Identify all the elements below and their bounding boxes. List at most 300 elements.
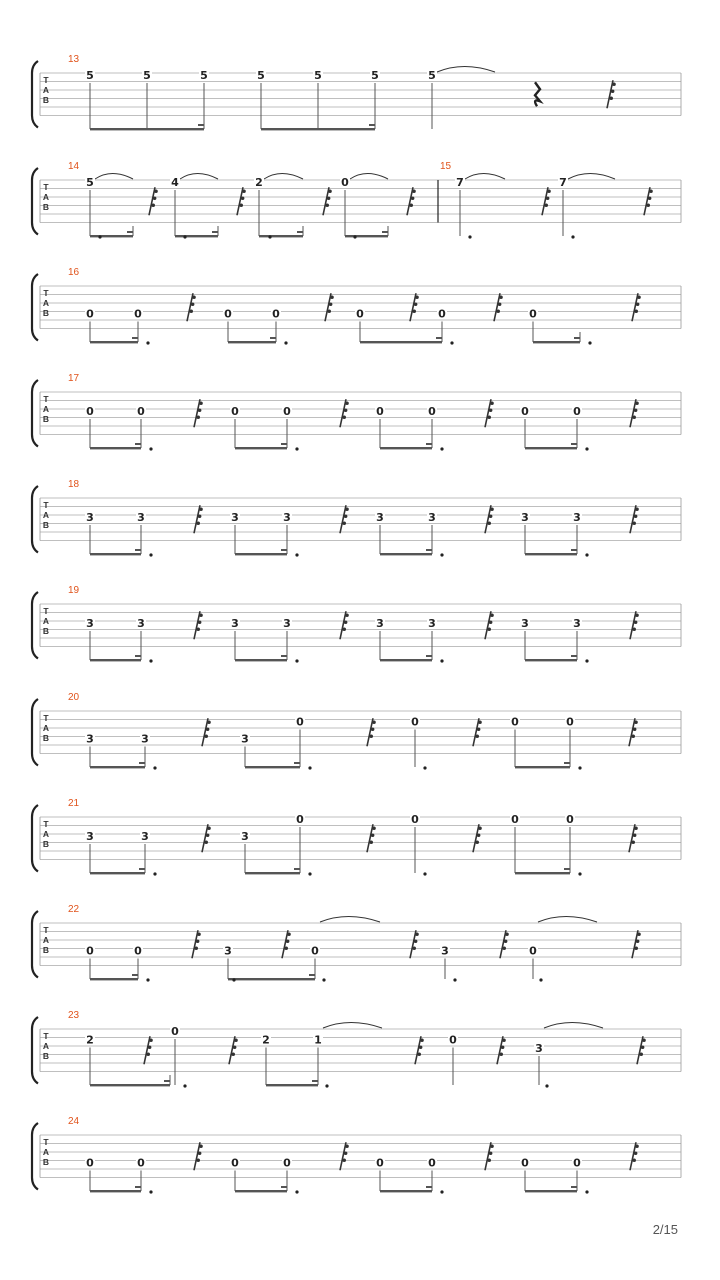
rest-flag-dot (487, 521, 491, 525)
system-bracket (32, 1017, 38, 1084)
rest-flag-dot (642, 1038, 646, 1042)
tab-clef-letter: B (42, 733, 50, 743)
beam-sixteenth (135, 655, 141, 657)
rest-flag-dot (329, 302, 333, 306)
rest-flag-dot (504, 939, 508, 943)
beam (380, 659, 432, 661)
fret-number: 3 (231, 617, 239, 630)
fret-number: 2 (255, 176, 263, 189)
rest-flag-dot (206, 833, 210, 837)
rest-flag-dot (637, 295, 641, 299)
augmentation-dot (325, 1084, 328, 1087)
beam (90, 341, 138, 343)
augmentation-dot (232, 978, 235, 981)
fret-number: 0 (224, 307, 232, 321)
augmentation-dot (268, 235, 271, 238)
augmentation-dot (98, 235, 101, 238)
beam (235, 1190, 287, 1192)
beam-sixteenth (139, 868, 145, 870)
rest-flag-dot (544, 203, 548, 207)
rest-stem (325, 293, 331, 321)
fret-number: 7 (456, 176, 464, 189)
beam (380, 1190, 432, 1192)
measure-number: 20 (68, 692, 80, 703)
rest-flag-dot (342, 415, 346, 419)
rest-flag-dot (207, 826, 211, 830)
tab-clef-letter: T (43, 1031, 49, 1041)
measure-number: 19 (68, 585, 80, 596)
fret-number: 3 (231, 511, 239, 524)
rest-stem (340, 1142, 346, 1170)
fret-number: 0 (529, 944, 537, 958)
beam-sixteenth (382, 231, 388, 233)
system-bracket (32, 699, 38, 766)
rest-stem (323, 187, 329, 215)
beam-sixteenth (198, 124, 204, 126)
rest-flag-dot (635, 1144, 639, 1148)
system-bracket (32, 911, 38, 978)
rest-stem (632, 293, 638, 321)
fret-number: 0 (134, 307, 142, 321)
rest-flag-dot (345, 613, 349, 617)
fret-number: 3 (86, 511, 94, 524)
rest-flag-dot (547, 189, 551, 193)
fret-number: 3 (428, 617, 436, 630)
augmentation-dot (295, 447, 298, 450)
tab-clef-letter: T (43, 925, 49, 935)
tab-clef-letter: B (42, 202, 50, 212)
rest-flag-dot (153, 196, 157, 200)
rest-flag-dot (646, 203, 650, 207)
tab-clef-letter: B (42, 414, 50, 424)
rest-stem (237, 187, 243, 215)
fret-number: 3 (573, 617, 581, 630)
tab-system (32, 479, 681, 557)
measure-number: 21 (68, 798, 80, 809)
augmentation-dot (149, 553, 152, 556)
tab-system (32, 267, 681, 345)
rest-stem (630, 611, 636, 639)
fret-number: 3 (376, 511, 384, 524)
fret-number: 3 (137, 511, 145, 524)
rest-stem (630, 1142, 636, 1170)
augmentation-dot (578, 872, 581, 875)
beam (235, 659, 287, 661)
fret-number: 4 (171, 176, 179, 189)
beam (90, 128, 204, 130)
rest-flag-dot (207, 720, 211, 724)
tab-clef-letter: T (43, 606, 49, 616)
rest-flag-dot (487, 1158, 491, 1162)
rest-flag-dot (412, 946, 416, 950)
tab-clef-letter: A (42, 85, 50, 95)
augmentation-dot (153, 872, 156, 875)
beam (360, 341, 442, 343)
rest-flag-dot (632, 1158, 636, 1162)
tab-system (32, 585, 681, 663)
rest-flag-dot (634, 720, 638, 724)
rest-flag-dot (649, 189, 653, 193)
rest-flag-dot (415, 932, 419, 936)
rest-stem (202, 824, 208, 852)
tab-clef-letter: A (42, 192, 50, 202)
augmentation-dot (450, 341, 453, 344)
rest-flag-dot (342, 627, 346, 631)
rest-stem (340, 505, 346, 533)
fret-number: 3 (86, 830, 94, 843)
rest-flag-dot (546, 196, 550, 200)
fret-number: 3 (241, 830, 249, 843)
fret-number: 3 (521, 617, 529, 630)
rest-stem (473, 824, 479, 852)
fret-number: 0 (272, 307, 280, 321)
fret-number: 0 (449, 1033, 457, 1047)
rest-flag-dot (633, 727, 637, 731)
rest-flag-dot (490, 401, 494, 405)
fret-number: 0 (137, 405, 145, 418)
tab-clef-letter: B (42, 839, 50, 849)
beam-sixteenth (281, 549, 287, 551)
beam-sixteenth (270, 337, 276, 339)
tab-clef-letter: T (43, 819, 49, 829)
rest-flag-dot (286, 939, 290, 943)
rest-flag-dot (502, 946, 506, 950)
rest-flag-dot (409, 203, 413, 207)
beam (245, 766, 300, 768)
tab-clef-letter: B (42, 945, 50, 955)
rest-flag-dot (327, 309, 331, 313)
rest-flag-dot (490, 1144, 494, 1148)
rest-flag-dot (198, 514, 202, 518)
rest-stem (367, 718, 373, 746)
tab-system (32, 373, 681, 451)
fret-number: 0 (311, 944, 319, 958)
fret-number: 3 (441, 944, 449, 958)
rest-flag-dot (420, 1038, 424, 1042)
rest-stem (194, 1142, 200, 1170)
augmentation-dot (149, 659, 152, 662)
rest-stem (630, 399, 636, 427)
rest-stem (194, 505, 200, 533)
beam-sixteenth (294, 868, 300, 870)
rest-flag-dot (419, 1045, 423, 1049)
beam (90, 1084, 170, 1086)
beam (90, 766, 145, 768)
beam-sixteenth (571, 655, 577, 657)
beam-sixteenth (132, 974, 138, 976)
rest-flag-dot (498, 302, 502, 306)
rest-stem (644, 187, 650, 215)
rest-stem (485, 611, 491, 639)
rest-flag-dot (489, 408, 493, 412)
beam (259, 235, 303, 237)
system-bracket (32, 486, 38, 553)
rest-flag-dot (635, 613, 639, 617)
rest-flag-dot (196, 939, 200, 943)
rest-flag-dot (637, 932, 641, 936)
beam-sixteenth (426, 443, 432, 445)
rest-flag-dot (475, 734, 479, 738)
fret-number: 0 (356, 307, 364, 321)
fret-number: 0 (511, 715, 519, 729)
rest-stem (630, 505, 636, 533)
rest-flag-dot (369, 734, 373, 738)
tab-clef-letter: A (42, 935, 50, 945)
augmentation-dot (308, 872, 311, 875)
rest-stem (194, 399, 200, 427)
beam-sixteenth (132, 337, 138, 339)
beam (515, 766, 570, 768)
rest-flag-dot (475, 840, 479, 844)
rest-flag-dot (371, 727, 375, 731)
augmentation-dot (423, 872, 426, 875)
rest-flag-dot (199, 401, 203, 405)
rest-stem (410, 930, 416, 958)
augmentation-dot (146, 341, 149, 344)
rest-flag-dot (490, 507, 494, 511)
fret-number: 0 (428, 1156, 436, 1170)
rest-flag-dot (636, 302, 640, 306)
rest-flag-dot (233, 1045, 237, 1049)
fret-number: 0 (171, 1025, 179, 1038)
rest-stem (367, 824, 373, 852)
tab-clef-letter: T (43, 75, 49, 85)
rest-flag-dot (634, 514, 638, 518)
beam (235, 553, 287, 555)
fret-number: 0 (566, 813, 574, 826)
rest-stem (485, 505, 491, 533)
beam (345, 235, 388, 237)
rest-flag-dot (148, 1045, 152, 1049)
tab-clef-letter: A (42, 298, 50, 308)
augmentation-dot (571, 235, 574, 238)
measure-number: 22 (68, 904, 80, 915)
rest-flag-dot (345, 401, 349, 405)
rest-flag-dot (634, 408, 638, 412)
fret-number: 5 (371, 69, 379, 82)
rest-flag-dot (189, 309, 193, 313)
rest-flag-dot (609, 96, 613, 100)
rest-flag-dot (632, 627, 636, 631)
tab-clef-letter: B (42, 626, 50, 636)
rest-flag-dot (204, 734, 208, 738)
rest-flag-dot (284, 946, 288, 950)
rest-flag-dot (342, 1158, 346, 1162)
rest-flag-dot (287, 932, 291, 936)
tab-clef-letter: B (42, 95, 50, 105)
beam-sixteenth (312, 1080, 318, 1082)
rest-flag-dot (199, 613, 203, 617)
augmentation-dot (440, 659, 443, 662)
rest-flag-dot (372, 826, 376, 830)
rest-flag-dot (412, 189, 416, 193)
beam (90, 235, 133, 237)
fret-number: 5 (143, 69, 151, 82)
rest-flag-dot (634, 946, 638, 950)
rest-flag-dot (197, 932, 201, 936)
rest-flag-dot (505, 932, 509, 936)
system-bracket (32, 274, 38, 341)
tab-clef-letter: A (42, 723, 50, 733)
tab-system (32, 692, 681, 770)
rest-flag-dot (612, 82, 616, 86)
tab-system (32, 54, 681, 130)
beam-sixteenth (574, 337, 580, 339)
fret-number: 0 (376, 1156, 384, 1170)
rest-stem (340, 399, 346, 427)
measure-number: 18 (68, 479, 80, 490)
fret-number: 5 (314, 69, 322, 82)
rest-flag-dot (412, 309, 416, 313)
augmentation-dot (153, 766, 156, 769)
beam-sixteenth (426, 1186, 432, 1188)
beam (90, 872, 145, 874)
tab-clef-letter: A (42, 616, 50, 626)
beam-sixteenth (571, 549, 577, 551)
rest-flag-dot (487, 415, 491, 419)
fret-number: 3 (521, 511, 529, 524)
rest-flag-dot (499, 1052, 503, 1056)
augmentation-dot (578, 766, 581, 769)
rest-flag-dot (632, 415, 636, 419)
fret-number: 7 (559, 176, 567, 189)
rest-stem (229, 1036, 235, 1064)
fret-number: 0 (529, 307, 537, 321)
rest-flag-dot (196, 521, 200, 525)
augmentation-dot (183, 235, 186, 238)
system-bracket (32, 592, 38, 659)
beam-sixteenth (127, 231, 133, 233)
fret-number: 1 (314, 1033, 322, 1047)
beam-sixteenth (436, 337, 442, 339)
augmentation-dot (308, 766, 311, 769)
rest-stem (340, 611, 346, 639)
beam-sixteenth (297, 231, 303, 233)
rest-flag-dot (325, 203, 329, 207)
rest-flag-dot (242, 189, 246, 193)
beam (266, 1084, 318, 1086)
fret-number: 3 (376, 617, 384, 630)
rest-flag-dot (231, 1052, 235, 1056)
rest-stem (282, 930, 288, 958)
augmentation-dot (585, 1190, 588, 1193)
augmentation-dot (295, 659, 298, 662)
augmentation-dot (149, 1190, 152, 1193)
tie (544, 1023, 603, 1029)
beam-sixteenth (135, 549, 141, 551)
rest-flag-dot (192, 295, 196, 299)
beam (525, 1190, 577, 1192)
rest-flag-dot (344, 514, 348, 518)
rest-flag-dot (151, 203, 155, 207)
tie (264, 174, 303, 180)
fret-number: 0 (86, 307, 94, 321)
tab-system (32, 798, 681, 876)
augmentation-dot (295, 553, 298, 556)
rest-flag-dot (149, 1038, 153, 1042)
rest-flag-dot (196, 415, 200, 419)
beam (90, 1190, 141, 1192)
fret-number: 3 (86, 617, 94, 630)
rest-flag-dot (636, 939, 640, 943)
fret-number: 0 (573, 1156, 581, 1170)
rest-stem (497, 1036, 503, 1064)
fret-number: 0 (566, 715, 574, 729)
beam (228, 341, 276, 343)
rest-flag-dot (635, 507, 639, 511)
fret-number: 0 (231, 405, 239, 418)
rest-flag-dot (239, 203, 243, 207)
rest-stem (500, 930, 506, 958)
fret-number: 2 (86, 1033, 94, 1047)
rest-stem (202, 718, 208, 746)
rest-stem (485, 1142, 491, 1170)
augmentation-dot (453, 978, 456, 981)
beam-sixteenth (281, 443, 287, 445)
tab-clef-letter: A (42, 510, 50, 520)
beam (525, 659, 577, 661)
fret-number: 0 (341, 176, 349, 189)
augmentation-dot (183, 1084, 186, 1087)
tie (568, 174, 615, 180)
rest-flag-dot (146, 1052, 150, 1056)
rest-flag-dot (635, 401, 639, 405)
augmentation-dot (588, 341, 591, 344)
rest-flag-dot (342, 521, 346, 525)
rest-flag-dot (371, 833, 375, 837)
rest-flag-dot (417, 1052, 421, 1056)
fret-number: 3 (428, 511, 436, 524)
beam-sixteenth (281, 655, 287, 657)
fret-number: 3 (535, 1042, 543, 1055)
tab-clef-letter: A (42, 829, 50, 839)
fret-number: 0 (521, 405, 529, 418)
augmentation-dot (440, 447, 443, 450)
fret-number: 3 (283, 511, 291, 524)
rest-flag-dot (345, 1144, 349, 1148)
rest-flag-dot (199, 507, 203, 511)
augmentation-dot (423, 766, 426, 769)
rest-stem (629, 718, 635, 746)
fret-number: 0 (511, 813, 519, 826)
tie (320, 917, 380, 923)
beam-sixteenth (564, 868, 570, 870)
rest-flag-dot (369, 840, 373, 844)
fret-number: 3 (141, 732, 149, 746)
beam (175, 235, 218, 237)
rest-flag-dot (198, 1151, 202, 1155)
rest-stem (494, 293, 500, 321)
tab-clef-letter: B (42, 308, 50, 318)
augmentation-dot (146, 978, 149, 981)
rest-flag-dot (198, 408, 202, 412)
rest-flag-dot (414, 939, 418, 943)
system-bracket (32, 168, 38, 235)
fret-number: 0 (428, 405, 436, 418)
tab-clef-letter: B (42, 1051, 50, 1061)
tie (538, 917, 597, 923)
tab-system (32, 1010, 681, 1088)
tab-clef-letter: A (42, 1041, 50, 1051)
fret-number: 0 (283, 1156, 291, 1170)
rest-flag-dot (478, 826, 482, 830)
rest-flag-dot (194, 946, 198, 950)
rest-flag-dot (502, 1038, 506, 1042)
augmentation-dot (585, 553, 588, 556)
fret-number: 2 (262, 1033, 270, 1047)
tie (95, 174, 133, 180)
beam-sixteenth (426, 655, 432, 657)
